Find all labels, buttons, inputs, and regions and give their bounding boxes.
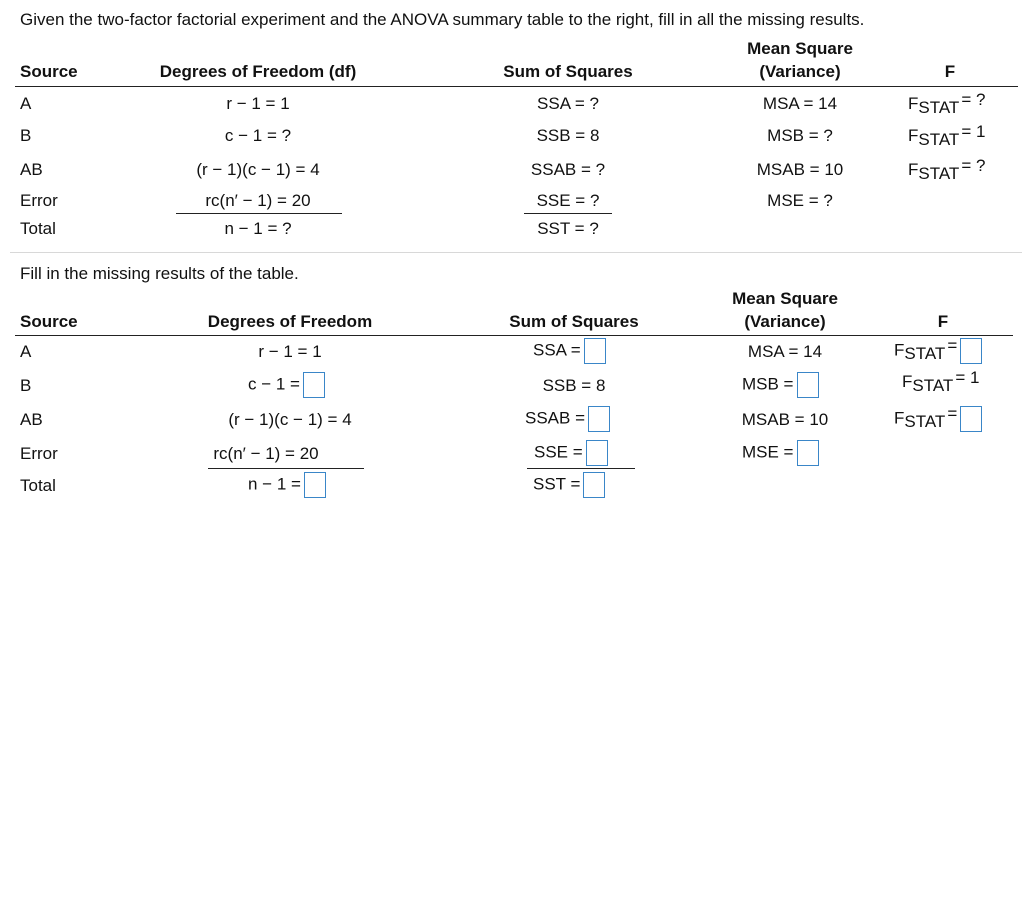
sse-input[interactable] bbox=[586, 440, 608, 466]
row-a-df: r − 1 = 1 bbox=[226, 94, 290, 113]
row-error-ms: MSE = ? bbox=[767, 191, 833, 210]
answer-row-a-ss: SSA = bbox=[533, 338, 606, 364]
row-a-f: FSTAT = ? bbox=[908, 90, 986, 117]
answer-row-error-df: rc(n′ − 1) = 20 bbox=[213, 444, 319, 463]
ssa-input[interactable] bbox=[584, 338, 606, 364]
header-ss: Sum of Squares bbox=[503, 62, 633, 81]
row-b-ss: SSB = 8 bbox=[536, 126, 600, 145]
row-ab-ss: SSAB = ? bbox=[530, 160, 606, 179]
answer-row-ab-ms: MSAB = 10 bbox=[741, 410, 829, 429]
section-divider bbox=[10, 252, 1022, 253]
header-ms-line1: Mean Square bbox=[747, 39, 853, 58]
row-error-source: Error bbox=[20, 191, 58, 210]
header-df: Degrees of Freedom (df) bbox=[159, 62, 357, 81]
row-total-ss: SST = ? bbox=[537, 219, 599, 238]
fstat-ab-input[interactable] bbox=[960, 406, 982, 432]
answer-header-df: Degrees of Freedom bbox=[207, 312, 373, 331]
answer-header-ss: Sum of Squares bbox=[509, 312, 639, 331]
header-f: F bbox=[944, 62, 956, 81]
answer-row-b-ss: SSB = 8 bbox=[542, 376, 606, 395]
answer-row-total-ss: SST = bbox=[533, 472, 605, 498]
answer-row-b-f: FSTAT = 1 bbox=[902, 368, 980, 395]
row-error-df: rc(n′ − 1) = 20 bbox=[205, 191, 311, 210]
df-sum-rule bbox=[176, 213, 342, 214]
df-b-input[interactable] bbox=[303, 372, 325, 398]
header-ms-line2: (Variance) bbox=[759, 62, 841, 81]
row-b-source: B bbox=[20, 126, 32, 145]
answer-header-source: Source bbox=[20, 312, 78, 331]
row-b-ms: MSB = ? bbox=[767, 126, 833, 145]
answer-row-ab-f: FSTAT = bbox=[894, 406, 982, 432]
answer-row-b-source: B bbox=[20, 376, 32, 395]
row-ab-source: AB bbox=[20, 160, 43, 179]
answer-header-divider bbox=[15, 335, 1013, 336]
answer-row-error-ms: MSE = bbox=[742, 440, 819, 466]
mse-input[interactable] bbox=[797, 440, 819, 466]
fstat-a-input[interactable] bbox=[960, 338, 982, 364]
header-source: Source bbox=[20, 62, 78, 81]
row-ab-df: (r − 1)(c − 1) = 4 bbox=[196, 160, 320, 179]
answer-row-b-df: c − 1 = bbox=[248, 372, 325, 398]
row-ab-ms: MSAB = 10 bbox=[756, 160, 844, 179]
sst-input[interactable] bbox=[583, 472, 605, 498]
row-a-ss: SSA = ? bbox=[537, 94, 599, 113]
row-error-ss: SSE = ? bbox=[536, 191, 600, 210]
answer-ss-sum-rule bbox=[527, 468, 635, 469]
answer-df-sum-rule bbox=[208, 468, 364, 469]
answer-header-ms-line2: (Variance) bbox=[744, 312, 826, 331]
row-a-source: A bbox=[20, 94, 32, 113]
answer-row-a-f: FSTAT = bbox=[894, 338, 982, 364]
msb-input[interactable] bbox=[797, 372, 819, 398]
answer-row-a-df: r − 1 = 1 bbox=[258, 342, 322, 361]
answer-header-ms-line1: Mean Square bbox=[732, 289, 838, 308]
row-total-df: n − 1 = ? bbox=[224, 219, 292, 238]
answer-row-error-source: Error bbox=[20, 444, 58, 463]
answer-row-ab-source: AB bbox=[20, 410, 43, 429]
row-b-f: FSTAT = 1 bbox=[908, 122, 986, 149]
answer-header-f: F bbox=[937, 312, 949, 331]
answer-row-ab-ss: SSAB = bbox=[525, 406, 610, 432]
instruction-text: Given the two-factor factorial experiment and the ANOVA summary table to the right, fill in all the missing results. bbox=[20, 10, 865, 29]
answer-row-a-ms: MSA = 14 bbox=[747, 342, 823, 361]
answer-row-ab-df: (r − 1)(c − 1) = 4 bbox=[228, 410, 352, 429]
fill-prompt: Fill in the missing results of the table. bbox=[20, 264, 299, 283]
answer-row-total-df: n − 1 = bbox=[248, 472, 326, 498]
answer-row-total-source: Total bbox=[20, 476, 56, 495]
row-total-source: Total bbox=[20, 219, 56, 238]
answer-row-a-source: A bbox=[20, 342, 32, 361]
ss-sum-rule bbox=[524, 213, 612, 214]
row-a-ms: MSA = 14 bbox=[762, 94, 838, 113]
df-total-input[interactable] bbox=[304, 472, 326, 498]
answer-row-b-ms: MSB = bbox=[742, 372, 819, 398]
ssab-input[interactable] bbox=[588, 406, 610, 432]
row-ab-f: FSTAT = ? bbox=[908, 156, 986, 183]
header-divider bbox=[15, 86, 1018, 87]
row-b-df: c − 1 = ? bbox=[224, 126, 292, 145]
answer-row-error-ss: SSE = bbox=[534, 440, 608, 466]
